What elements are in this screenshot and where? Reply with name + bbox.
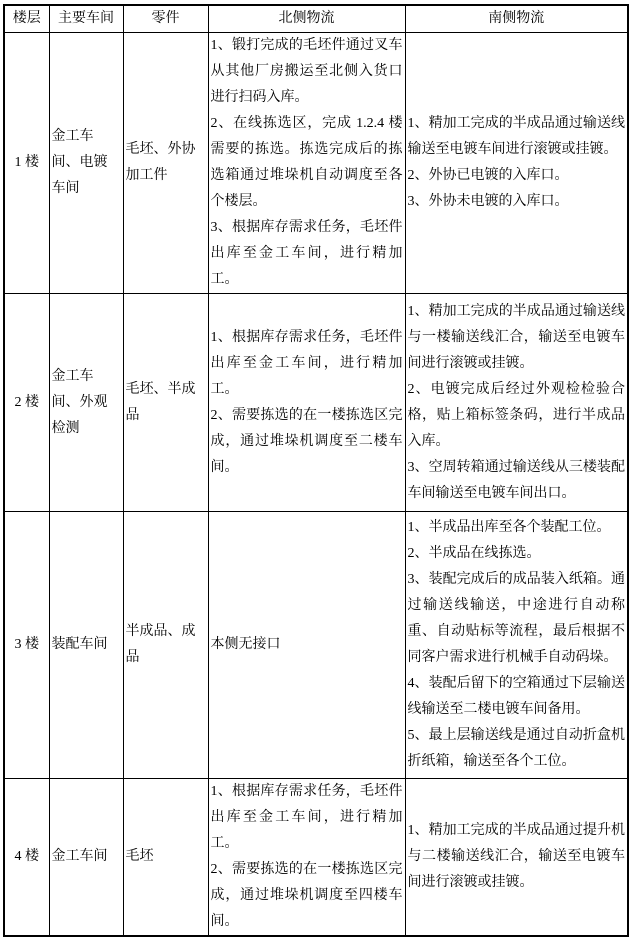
header-row bbox=[4, 5, 628, 33]
parts-cell: 毛坯、外协加工件 bbox=[123, 33, 208, 294]
logistics-item: 2、在线拣选区，完成 1.2.4 楼需要的拣选。拣选完成后的拣选箱通过堆垛机自动调度至各个楼层。 bbox=[210, 116, 403, 209]
floor-label: 1 楼 bbox=[4, 33, 49, 294]
workshop-cell: 金工车间、外观检测 bbox=[49, 294, 123, 512]
logistics-item: 3、根据库存需求任务，毛坯件出库至金工车间，进行精加工。 bbox=[210, 220, 403, 287]
north-logistics-cell bbox=[208, 512, 405, 779]
south-logistics-cell bbox=[405, 294, 628, 512]
logistics-item: 1、精加工完成的半成品通过输送线与一楼输送线汇合，输送至电镀车间进行滚镀或挂镀。 bbox=[407, 303, 625, 371]
floor-label: 4 楼 bbox=[4, 779, 49, 937]
north-logistics-cell bbox=[208, 33, 405, 294]
north-logistics-cell bbox=[208, 294, 405, 512]
parts-cell: 半成品、成品 bbox=[123, 512, 208, 779]
logistics-item: 2、外协已电镀的入库口。 bbox=[407, 168, 569, 183]
table-row-floor3 bbox=[4, 512, 628, 779]
south-logistics-cell bbox=[405, 779, 628, 937]
north-logistics-cell bbox=[208, 779, 405, 937]
parts-cell: 毛坯 bbox=[123, 779, 208, 937]
logistics-item: 1、根据库存需求任务，毛坯件出库至金工车间，进行精加工。 bbox=[210, 784, 403, 851]
table-row-floor1 bbox=[4, 33, 628, 294]
workshop-cell: 金工车间、电镀车间 bbox=[49, 33, 123, 294]
logistics-item: 3、外协未电镀的入库口。 bbox=[407, 194, 569, 209]
logistics-item: 2、半成品在线拣选。 bbox=[407, 546, 541, 561]
logistics-item: 2、需要拣选的在一楼拣选区完成，通过堆垛机调度至四楼车间。 bbox=[210, 862, 403, 929]
logistics-item: 4、装配后留下的空箱通过下层输送线输送至二楼电镀车间备用。 bbox=[407, 676, 625, 717]
logistics-item: 1、根据库存需求任务，毛坯件出库至金工车间，进行精加工。 bbox=[210, 329, 403, 397]
floor-logistics-table bbox=[3, 4, 629, 937]
south-logistics-cell bbox=[405, 33, 628, 294]
table-row-floor4 bbox=[4, 779, 628, 937]
parts-cell: 毛坯、半成品 bbox=[123, 294, 208, 512]
header-cell-workshop: 主要车间 bbox=[49, 5, 123, 33]
logistics-item: 1、精加工完成的半成品通过提升机与二楼输送线汇合，输送至电镀车间进行滚镀或挂镀。 bbox=[407, 823, 625, 890]
logistics-item: 3、装配完成后的成品装入纸箱。通过输送线输送，中途进行自动称重、自动贴标等流程，最后根据不同客户需求进行机械手自动码垛。 bbox=[407, 572, 625, 665]
header-cell-south-logistics: 南侧物流 bbox=[405, 5, 628, 33]
logistics-item: 本侧无接口 bbox=[210, 637, 281, 652]
south-logistics-cell bbox=[405, 512, 628, 779]
header-cell-parts: 零件 bbox=[123, 5, 208, 33]
logistics-item: 1、锻打完成的毛坯件通过叉车从其他厂房搬运至北侧入货口进行扫码入库。 bbox=[210, 38, 403, 105]
logistics-item: 1、精加工完成的半成品通过输送线输送至电镀车间进行滚镀或挂镀。 bbox=[407, 116, 625, 157]
logistics-item: 2、电镀完成后经过外观检检验合格，贴上箱标签条码，进行半成品入库。 bbox=[407, 381, 625, 449]
header-cell-north-logistics: 北侧物流 bbox=[208, 5, 405, 33]
logistics-item: 1、半成品出库至各个装配工位。 bbox=[407, 520, 611, 535]
workshop-cell: 装配车间 bbox=[49, 512, 123, 779]
logistics-item: 3、空周转箱通过输送线从三楼装配车间输送至电镀车间出口。 bbox=[407, 459, 625, 501]
header-cell-floor: 楼层 bbox=[4, 5, 49, 33]
floor-label: 3 楼 bbox=[4, 512, 49, 779]
floor-label: 2 楼 bbox=[4, 294, 49, 512]
table-row-floor2 bbox=[4, 294, 628, 512]
logistics-item: 5、最上层输送线是通过自动折盒机折纸箱，输送至各个工位。 bbox=[407, 728, 625, 769]
logistics-item: 2、需要拣选的在一楼拣选区完成，通过堆垛机调度至二楼车间。 bbox=[210, 407, 403, 475]
workshop-cell: 金工车间 bbox=[49, 779, 123, 937]
